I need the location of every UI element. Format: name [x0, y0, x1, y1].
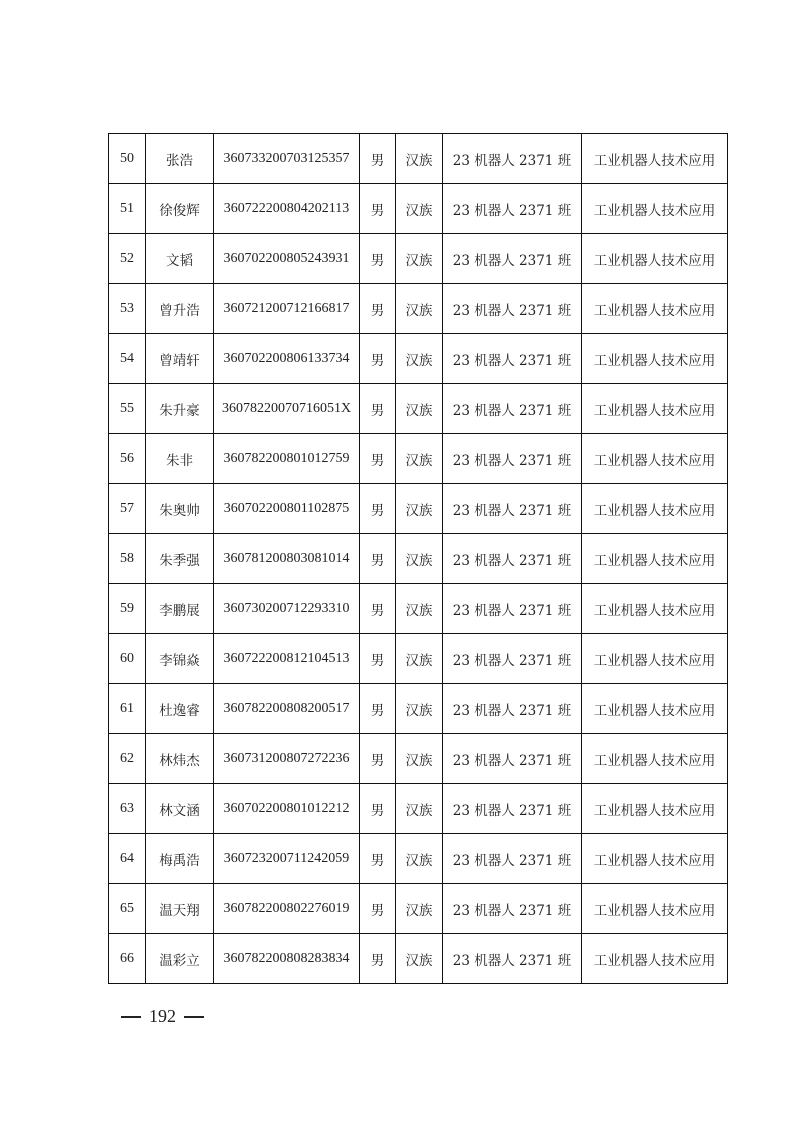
- ethnicity-cell: 汉族: [396, 484, 443, 534]
- gender-cell: 男: [360, 184, 396, 234]
- student-name-cell: 林文涵: [146, 784, 214, 834]
- id-number-cell: 360702200801102875: [214, 484, 360, 534]
- id-number-cell: 360723200711242059: [214, 834, 360, 884]
- table-row: [109, 534, 728, 584]
- gender-cell: 男: [360, 134, 396, 184]
- id-number-cell: 360730200712293310: [214, 584, 360, 634]
- gender-cell: 男: [360, 634, 396, 684]
- id-number-cell: 36078220070716051X: [214, 384, 360, 434]
- class-name-cell: 23 机器人 2371 班: [443, 534, 582, 584]
- ethnicity-cell: 汉族: [396, 184, 443, 234]
- ethnicity-cell: 汉族: [396, 684, 443, 734]
- row-number-cell: 54: [109, 334, 146, 384]
- id-number-cell: 360702200806133734: [214, 334, 360, 384]
- id-number-cell: 360722200804202113: [214, 184, 360, 234]
- page-number: 192: [149, 1006, 176, 1026]
- table-row: [109, 334, 728, 384]
- row-number-cell: 57: [109, 484, 146, 534]
- class-name-cell: 23 机器人 2371 班: [443, 134, 582, 184]
- ethnicity-cell: 汉族: [396, 334, 443, 384]
- student-name-cell: 曾升浩: [146, 284, 214, 334]
- major-cell: 工业机器人技术应用: [582, 134, 728, 184]
- major-cell: 工业机器人技术应用: [582, 584, 728, 634]
- student-name-cell: 朱非: [146, 434, 214, 484]
- table-row: [109, 134, 728, 184]
- gender-cell: 男: [360, 384, 396, 434]
- student-name-cell: 徐俊辉: [146, 184, 214, 234]
- class-name-cell: 23 机器人 2371 班: [443, 484, 582, 534]
- footer-dash-right: [184, 1016, 204, 1018]
- ethnicity-cell: 汉族: [396, 784, 443, 834]
- id-number-cell: 360782200808283834: [214, 934, 360, 984]
- class-name-cell: 23 机器人 2371 班: [443, 384, 582, 434]
- major-cell: 工业机器人技术应用: [582, 634, 728, 684]
- id-number-cell: 360733200703125357: [214, 134, 360, 184]
- gender-cell: 男: [360, 534, 396, 584]
- student-name-cell: 梅禹浩: [146, 834, 214, 884]
- table-row: [109, 684, 728, 734]
- student-name-cell: 曾靖轩: [146, 334, 214, 384]
- ethnicity-cell: 汉族: [396, 634, 443, 684]
- table-row: [109, 934, 728, 984]
- table-row: [109, 284, 728, 334]
- ethnicity-cell: 汉族: [396, 734, 443, 784]
- id-number-cell: 360721200712166817: [214, 284, 360, 334]
- ethnicity-cell: 汉族: [396, 534, 443, 584]
- major-cell: 工业机器人技术应用: [582, 434, 728, 484]
- major-cell: 工业机器人技术应用: [582, 484, 728, 534]
- gender-cell: 男: [360, 734, 396, 784]
- ethnicity-cell: 汉族: [396, 584, 443, 634]
- table-row: [109, 384, 728, 434]
- gender-cell: 男: [360, 834, 396, 884]
- id-number-cell: 360731200807272236: [214, 734, 360, 784]
- table-row: [109, 634, 728, 684]
- class-name-cell: 23 机器人 2371 班: [443, 884, 582, 934]
- gender-cell: 男: [360, 934, 396, 984]
- row-number-cell: 61: [109, 684, 146, 734]
- ethnicity-cell: 汉族: [396, 134, 443, 184]
- class-name-cell: 23 机器人 2371 班: [443, 734, 582, 784]
- class-name-cell: 23 机器人 2371 班: [443, 434, 582, 484]
- major-cell: 工业机器人技术应用: [582, 884, 728, 934]
- major-cell: 工业机器人技术应用: [582, 234, 728, 284]
- id-number-cell: 360782200801012759: [214, 434, 360, 484]
- table-row: [109, 584, 728, 634]
- class-name-cell: 23 机器人 2371 班: [443, 634, 582, 684]
- table-row: [109, 734, 728, 784]
- major-cell: 工业机器人技术应用: [582, 284, 728, 334]
- student-name-cell: 温彩立: [146, 934, 214, 984]
- row-number-cell: 55: [109, 384, 146, 434]
- major-cell: 工业机器人技术应用: [582, 334, 728, 384]
- class-name-cell: 23 机器人 2371 班: [443, 784, 582, 834]
- row-number-cell: 58: [109, 534, 146, 584]
- class-name-cell: 23 机器人 2371 班: [443, 834, 582, 884]
- row-number-cell: 52: [109, 234, 146, 284]
- student-name-cell: 朱季强: [146, 534, 214, 584]
- table-row: [109, 484, 728, 534]
- table-row: [109, 234, 728, 284]
- class-name-cell: 23 机器人 2371 班: [443, 584, 582, 634]
- major-cell: 工业机器人技术应用: [582, 384, 728, 434]
- student-table: [108, 133, 728, 984]
- table-row: [109, 434, 728, 484]
- row-number-cell: 51: [109, 184, 146, 234]
- gender-cell: 男: [360, 434, 396, 484]
- major-cell: 工业机器人技术应用: [582, 834, 728, 884]
- student-name-cell: 文韬: [146, 234, 214, 284]
- student-name-cell: 李锦焱: [146, 634, 214, 684]
- row-number-cell: 65: [109, 884, 146, 934]
- id-number-cell: 360781200803081014: [214, 534, 360, 584]
- student-name-cell: 林炜杰: [146, 734, 214, 784]
- gender-cell: 男: [360, 584, 396, 634]
- student-name-cell: 朱升豪: [146, 384, 214, 434]
- page-footer: [121, 1006, 204, 1027]
- class-name-cell: 23 机器人 2371 班: [443, 684, 582, 734]
- class-name-cell: 23 机器人 2371 班: [443, 184, 582, 234]
- id-number-cell: 360782200802276019: [214, 884, 360, 934]
- student-name-cell: 朱奥帅: [146, 484, 214, 534]
- id-number-cell: 360722200812104513: [214, 634, 360, 684]
- ethnicity-cell: 汉族: [396, 884, 443, 934]
- student-name-cell: 张浩: [146, 134, 214, 184]
- ethnicity-cell: 汉族: [396, 934, 443, 984]
- ethnicity-cell: 汉族: [396, 284, 443, 334]
- table-row: [109, 834, 728, 884]
- ethnicity-cell: 汉族: [396, 384, 443, 434]
- major-cell: 工业机器人技术应用: [582, 934, 728, 984]
- class-name-cell: 23 机器人 2371 班: [443, 234, 582, 284]
- gender-cell: 男: [360, 334, 396, 384]
- id-number-cell: 360702200805243931: [214, 234, 360, 284]
- row-number-cell: 63: [109, 784, 146, 834]
- gender-cell: 男: [360, 784, 396, 834]
- id-number-cell: 360782200808200517: [214, 684, 360, 734]
- gender-cell: 男: [360, 234, 396, 284]
- student-name-cell: 温天翔: [146, 884, 214, 934]
- ethnicity-cell: 汉族: [396, 434, 443, 484]
- student-name-cell: 杜逸睿: [146, 684, 214, 734]
- major-cell: 工业机器人技术应用: [582, 184, 728, 234]
- gender-cell: 男: [360, 884, 396, 934]
- gender-cell: 男: [360, 484, 396, 534]
- class-name-cell: 23 机器人 2371 班: [443, 284, 582, 334]
- major-cell: 工业机器人技术应用: [582, 534, 728, 584]
- row-number-cell: 53: [109, 284, 146, 334]
- gender-cell: 男: [360, 684, 396, 734]
- class-name-cell: 23 机器人 2371 班: [443, 934, 582, 984]
- row-number-cell: 62: [109, 734, 146, 784]
- row-number-cell: 60: [109, 634, 146, 684]
- row-number-cell: 64: [109, 834, 146, 884]
- table-row: [109, 784, 728, 834]
- footer-dash-left: [121, 1016, 141, 1018]
- row-number-cell: 59: [109, 584, 146, 634]
- table-row: [109, 184, 728, 234]
- row-number-cell: 66: [109, 934, 146, 984]
- major-cell: 工业机器人技术应用: [582, 784, 728, 834]
- ethnicity-cell: 汉族: [396, 234, 443, 284]
- gender-cell: 男: [360, 284, 396, 334]
- major-cell: 工业机器人技术应用: [582, 734, 728, 784]
- ethnicity-cell: 汉族: [396, 834, 443, 884]
- class-name-cell: 23 机器人 2371 班: [443, 334, 582, 384]
- major-cell: 工业机器人技术应用: [582, 684, 728, 734]
- student-name-cell: 李鹏展: [146, 584, 214, 634]
- row-number-cell: 50: [109, 134, 146, 184]
- row-number-cell: 56: [109, 434, 146, 484]
- table-row: [109, 884, 728, 934]
- id-number-cell: 360702200801012212: [214, 784, 360, 834]
